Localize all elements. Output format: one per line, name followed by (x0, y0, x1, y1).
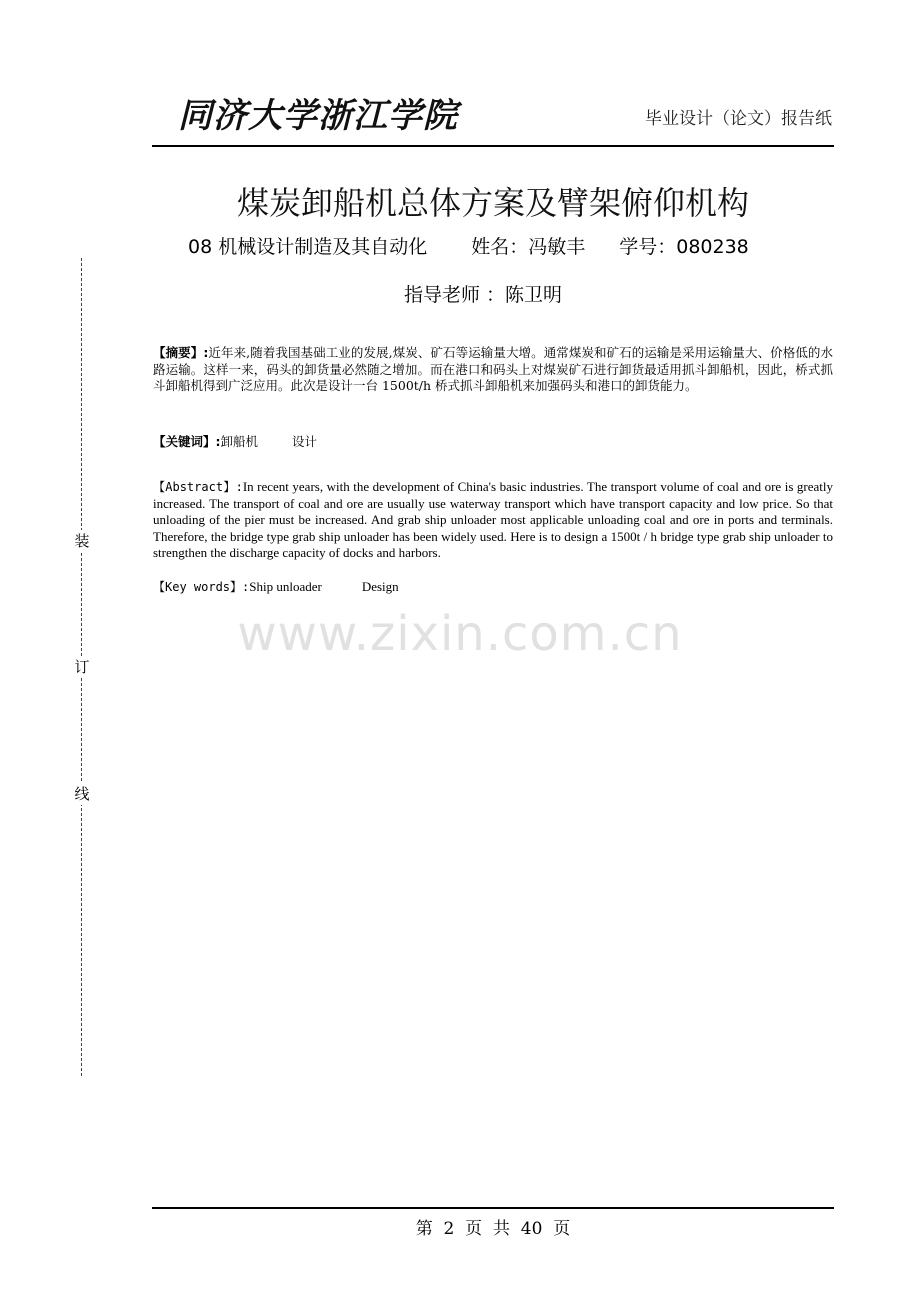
abstract-en (153, 479, 833, 562)
abstract-en-text: In recent years, with the development of China's basic industries. The transport volume of coal and ore is greatly increased. The transport of coal and ore are usually use waterway transport which have transport capacity and low price. So that unloading of the pier must be increased. And grab ship unloader most applicable unloading coal and ore in ports and terminals. Therefore, the bridge type grab ship unloader has been widely used. Here is to design a 1500t / h bridge type grab ship unloader to strengthen the discharge capacity of docks and harbors. (153, 479, 833, 560)
student-id: 学号：080238 (619, 236, 749, 258)
binding-char-ding: 订 (72, 656, 92, 678)
keyword-en-item: Ship unloader (249, 579, 322, 594)
abstract-en-label: 【Abstract】: (153, 480, 243, 494)
thesis-title: 煤炭卸船机总体方案及臂架俯仰机构 (236, 184, 749, 222)
binding-char-zhuang: 装 (72, 530, 92, 552)
keyword-en-item: Design (361, 579, 399, 594)
keywords-cn (153, 434, 833, 451)
student-info (188, 232, 749, 259)
keywords-cn-label: 【关键词】: (153, 434, 221, 449)
major-text: 08 机械设计制造及其自动化 (188, 236, 428, 258)
university-logo: 同济大学浙江学院 (178, 96, 458, 136)
header-divider (152, 145, 834, 147)
abstract-cn-label: 【摘要】: (153, 345, 209, 360)
abstract-cn-text: 近年来,随着我国基础工业的发展,煤炭、矿石等运输量大增。通常煤炭和矿石的运输是采用运输量大、价格低的水路运输。这样一来，码头的卸货量必然随之增加。而在港口和码头上对煤炭矿石进行卸货最适用抓斗卸船机，因此，桥式抓斗卸船机得到广泛应用。此次是设计一台 1500t/h 桥式抓斗卸船机来加强码头和港口的卸货能力。 (153, 345, 834, 393)
page-number: 第 2 页 共 40 页 (415, 1219, 571, 1239)
keywords-en (153, 579, 833, 596)
student-name: 姓名：冯敏丰 (471, 236, 586, 258)
abstract-cn (153, 345, 833, 395)
advisor-line: 指导老师 ：陈卫明 (403, 284, 563, 306)
footer-divider (152, 1207, 834, 1209)
keyword-cn-item: 设计 (292, 434, 318, 449)
binding-char-xian: 线 (72, 783, 92, 805)
keywords-en-label: 【Key words】: (153, 580, 250, 594)
keyword-cn-item: 卸船机 (220, 434, 259, 449)
watermark: www.zixin.com.cn (237, 606, 683, 662)
document-type-label: 毕业设计（论文）报告纸 (645, 109, 832, 129)
